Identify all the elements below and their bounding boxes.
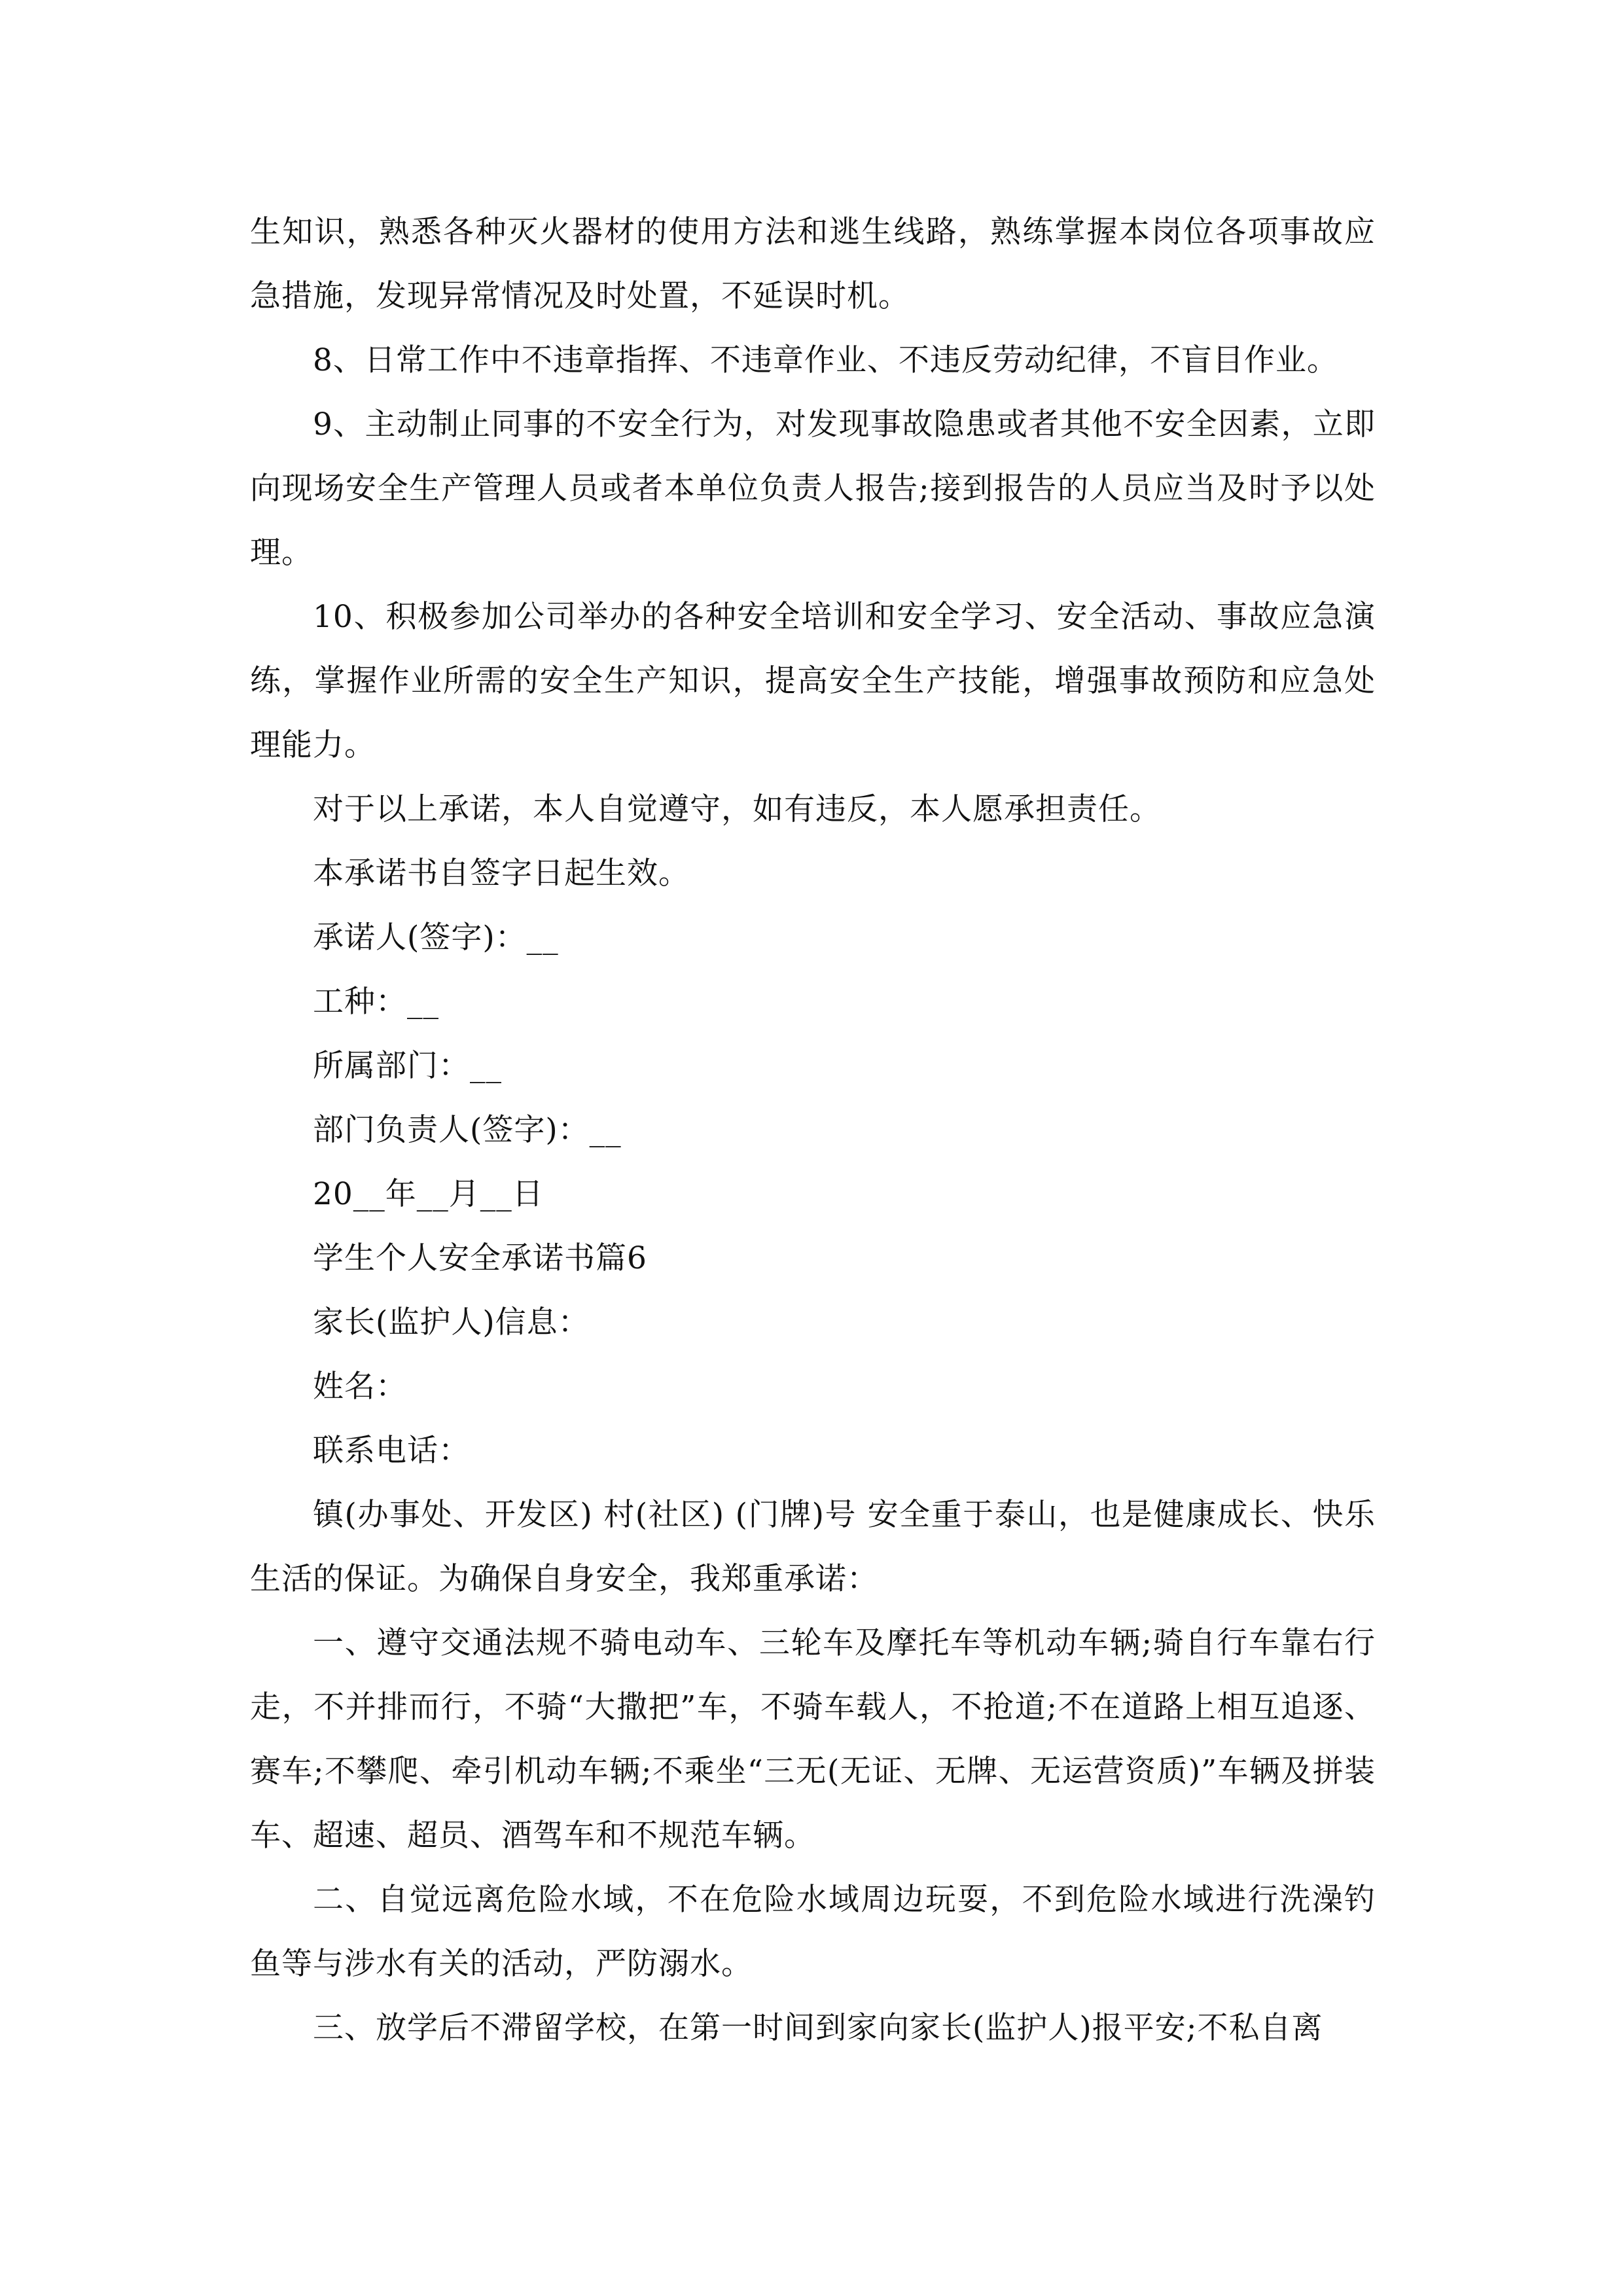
paragraph-item-9: 9、主动制止同事的不安全行为，对发现事故隐患或者其他不安全因素，立即向现场安全生产管理人员或者本单位负责人报告;接到报告的人员应当及时予以处理。: [250, 406, 1376, 571]
paragraph-item-8: 8、日常工作中不违章指挥、不违章作业、不违反劳动纪律，不盲目作业。: [313, 342, 1338, 378]
guardian-info-label: 家长(监护人)信息：: [313, 1304, 590, 1340]
paragraph-item-10: 10、积极参加公司举办的各种安全培训和安全学习、安全活动、事故应急演练，掌握作业所需的安全生产知识，提高安全生产技能，增强事故预防和应急处理能力。: [250, 599, 1376, 763]
rule-two-paragraph: 二、自觉远离危险水域，不在危险水域周边玩耍，不到危险水域进行洗澡钓鱼等与涉水有关的活动，严防溺水。: [250, 1882, 1376, 1982]
document-body: [250, 200, 1376, 2060]
department-field: 所属部门：__: [313, 1048, 502, 1084]
rule-three-paragraph: 三、放学后不滞留学校，在第一时间到家向家长(监护人)报平安;不私自离: [313, 2010, 1323, 2046]
department-head-signature-field: 部门负责人(签字)：__: [313, 1112, 622, 1148]
section-title: 学生个人安全承诺书篇6: [313, 1240, 647, 1276]
address-and-intro-paragraph: 镇(办事处、开发区) 村(社区) (门牌)号 安全重于泰山，也是健康成长、快乐生活的保证。为确保自身安全，我郑重承诺：: [250, 1497, 1376, 1597]
signer-signature-field: 承诺人(签字)：__: [313, 920, 559, 956]
rule-one-paragraph: 一、遵守交通法规不骑电动车、三轮车及摩托车等机动车辆;骑自行车靠右行走，不并排而行，不骑“大撒把”车，不骑车载人，不抢道;不在道路上相互追逐、赛车;不攀爬、牵引机动车辆;不乘坐“三无(无证、无牌、无运营资质)”车辆及拼装车、超速、超员、酒驾车和不规范车辆。: [250, 1625, 1376, 1854]
effective-date-statement: 本承诺书自签字日起生效。: [313, 855, 690, 891]
job-type-field: 工种：__: [313, 984, 439, 1020]
paragraph-1-continued: 生知识，熟悉各种灭火器材的使用方法和逃生线路，熟练掌握本岗位各项事故应急措施，发现异常情况及时处置，不延误时机。: [250, 214, 1376, 314]
commitment-statement: 对于以上承诺，本人自觉遵守，如有违反，本人愿承担责任。: [313, 791, 1161, 827]
date-field: 20__年__月__日: [313, 1176, 544, 1212]
name-field: 姓名：: [313, 1369, 407, 1405]
phone-field: 联系电话：: [313, 1433, 470, 1469]
